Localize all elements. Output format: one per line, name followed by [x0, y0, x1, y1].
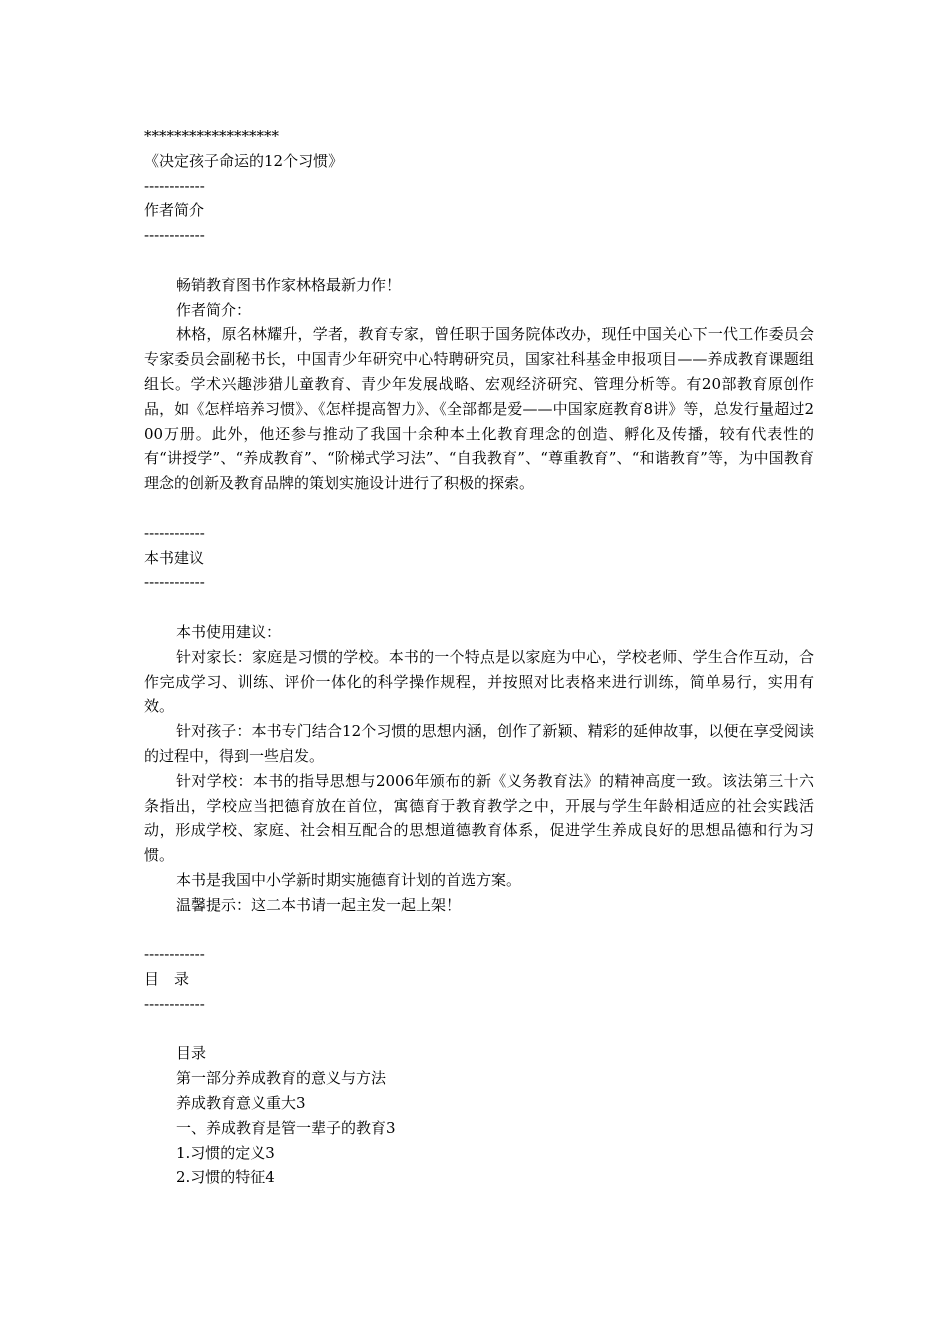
document-body [144, 124, 814, 1190]
toc-item: 养成教育意义重大3 [176, 1094, 306, 1113]
suggest-schools-paragraph: 针对学校：本书的指导思想与2006年颁布的新《义务教育法》的精神高度一致。该法第三十六条指出，学校应当把德育放在首位，寓德育于教育教学之中，开展与学生年龄相适应的社会实践活动，形成学校、家庭、社会相互配合的思想道德教育体系，促进学生养成良好的思想品德和行为习惯。 [144, 771, 814, 865]
blank-line [144, 918, 814, 943]
toc-section-heading: 目 录 [144, 970, 190, 989]
separator-line: ------------ [144, 573, 205, 592]
author-section-heading: 作者简介 [144, 201, 205, 220]
suggest-tip: 温馨提示：这二本书请一起主发一起上架！ [176, 895, 462, 914]
suggest-parents-paragraph: 针对家长：家庭是习惯的学校。本书的一个特点是以家庭为中心，学校老师、学生合作互动，合作完成学习、训练、评价一体化的科学操作规程，并按照对比表格来进行训练，简单易行，实用有效。 [144, 647, 814, 716]
toc-item: 一、养成教育是管一辈子的教育3 [176, 1118, 396, 1137]
book-title: 《决定孩子命运的12个习惯》 [144, 151, 344, 170]
suggest-recommend: 本书是我国中小学新时期实施德育计划的首选方案。 [176, 870, 522, 889]
blank-line [144, 595, 814, 620]
author-sub-heading: 作者简介： [176, 300, 252, 319]
author-tagline: 畅销教育图书作家林格最新力作！ [176, 275, 402, 294]
separator-line: ------------ [144, 994, 205, 1013]
separator-line: ------------ [144, 523, 205, 542]
toc-item: 1.习惯的定义3 [176, 1143, 275, 1162]
blank-line [144, 496, 814, 521]
suggest-children-paragraph: 针对孩子：本书专门结合12个习惯的思想内涵，创作了新颖、精彩的延伸故事，以便在享受阅读的过程中，得到一些启发。 [144, 722, 814, 765]
suggest-section-heading: 本书建议 [144, 548, 205, 567]
separator-line: ------------ [144, 226, 205, 245]
blank-line [144, 248, 814, 273]
author-bio-paragraph: 林格，原名林耀升，学者，教育专家，曾任职于国务院体改办，现任中国关心下一代工作委员会专家委员会副秘书长，中国青少年研究中心特聘研究员，国家社科基金申报项目——养成教育课题组组长。学术兴趣涉猎儿童教育、青少年发展战略、宏观经济研究、管理分析等。有20部教育原创作品，如《怎样培养习惯》、《怎样提高智力》、《全部都是爱——中国家庭教育8讲》等，总发行量超过200万册。此外，他还参与推动了我国十余种本土化教育理念的创造、孵化及传播，较有代表性的有“讲授学”、“养成教育”、“阶梯式学习法”、“自我教育”、“尊重教育”、“和谐教育”等，为中国教育理念的创新及教育品牌的策划实施设计进行了积极的探索。 [144, 325, 814, 493]
separator-line: ------------ [144, 176, 205, 195]
stars-divider: ****************** [144, 127, 279, 145]
toc-item: 2.习惯的特征4 [176, 1168, 275, 1187]
suggest-intro: 本书使用建议： [176, 622, 282, 641]
toc-item: 第一部分养成教育的意义与方法 [176, 1069, 387, 1088]
blank-line [144, 1017, 814, 1042]
toc-item: 目录 [176, 1044, 207, 1063]
separator-line: ------------ [144, 945, 205, 964]
